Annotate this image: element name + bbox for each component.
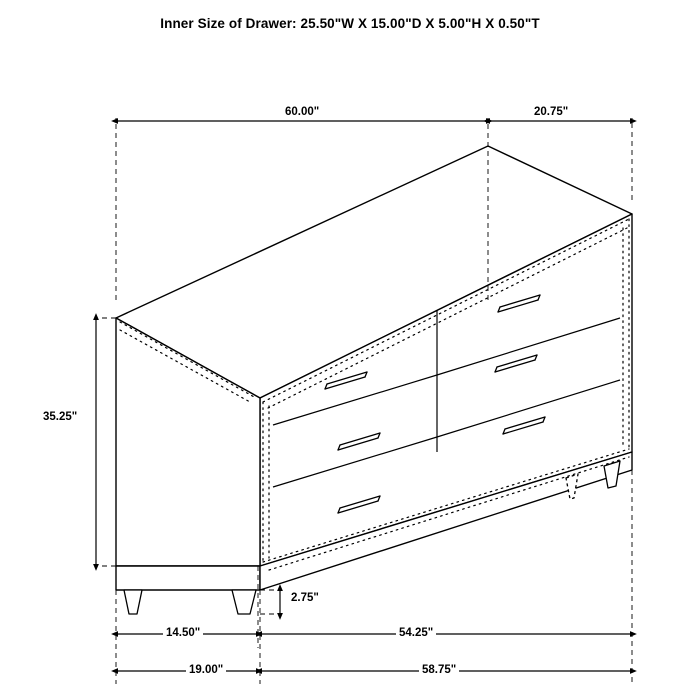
leg-mid-right (566, 474, 578, 499)
leg-back-right (604, 461, 620, 488)
dimension-label-front-left: 14.50" (163, 627, 203, 639)
dimension-label-bottom-right: 58.75" (419, 664, 459, 676)
dresser-front-skirt (116, 566, 260, 590)
dimension-label-top-depth: 20.75" (531, 106, 571, 118)
dimension-label-height: 35.25" (40, 411, 80, 423)
leg-front-right (232, 590, 256, 614)
leg-front-left (124, 590, 142, 614)
dimension-label-bottom-left: 19.00" (186, 664, 226, 676)
page-title: Inner Size of Drawer: 25.50"W X 15.00"D X 5.00"H X 0.50"T (160, 16, 540, 31)
dimension-label-top-width: 60.00" (282, 106, 322, 118)
dimension-label-front-drawers: 54.25" (396, 627, 436, 639)
dimension-label-leg-height: 2.75" (288, 592, 322, 604)
dresser-body (116, 146, 632, 590)
